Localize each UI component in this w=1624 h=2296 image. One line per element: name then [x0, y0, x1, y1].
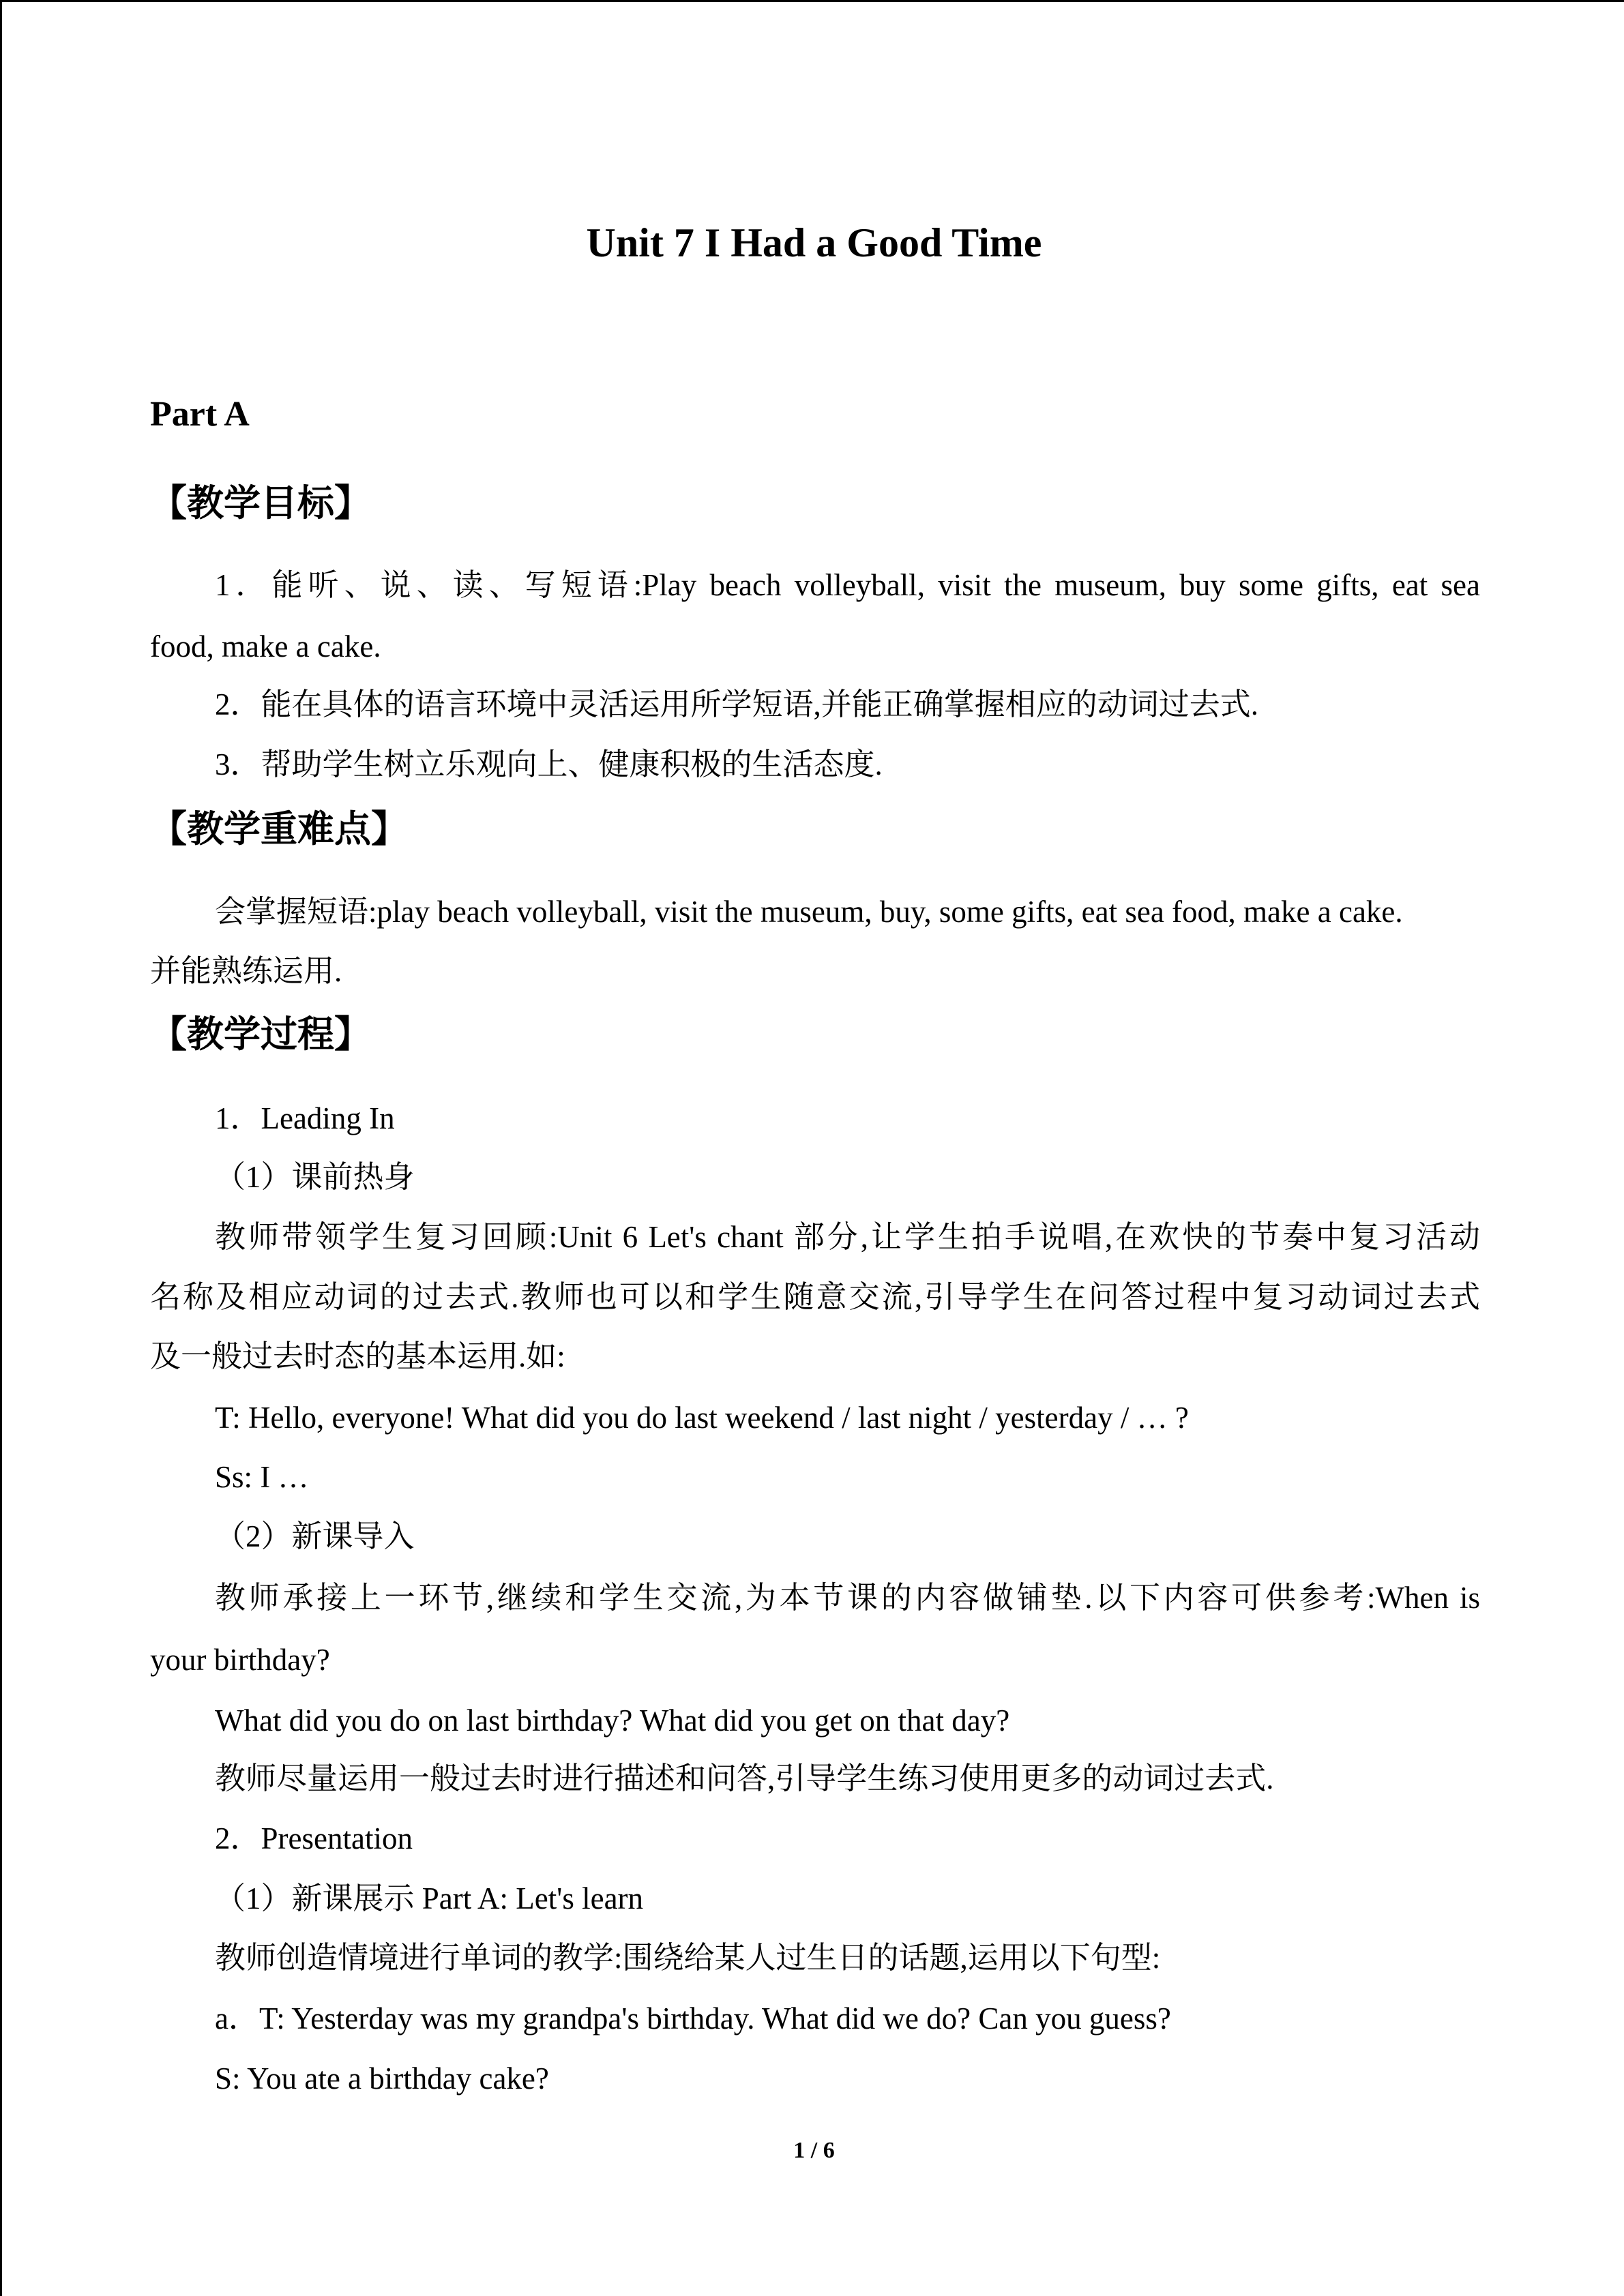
page-number: 1 / 6 — [793, 2138, 835, 2163]
key-points-line-2: 并能熟练运用. — [150, 954, 342, 988]
dialogue-students-line: Ss: I … — [215, 1460, 309, 1494]
process-heading: 【教学过程】 — [150, 1013, 371, 1056]
dialogue-student-line: S: You ate a birthday cake? — [215, 2061, 549, 2096]
paragraph-2-line-1: 教师承接上一环节,继续和学生交流,为本节课的内容做铺垫.以下内容可供参考:When is — [215, 1581, 1480, 1615]
key-points-line-1: 会掌握短语:play beach volleyball, visit the museum, buy, some gifts, eat sea food, make a cake. — [215, 895, 1403, 929]
paragraph-1-line-1: 教师带领学生复习回顾:Unit 6 Let's chant 部分,让学生拍手说唱,在欢快的节奏中复习活动 — [215, 1220, 1480, 1254]
step-2-title: 2．Presentation — [215, 1821, 413, 1855]
paragraph-3-line-1: 教师尽量运用一般过去时进行描述和问答,引导学生练习使用更多的动词过去式. — [215, 1761, 1274, 1795]
step-1-sub-1: （1）课前热身 — [215, 1160, 415, 1194]
objective-item-1-line-1: 1．能听、说、读、写短语:Play beach volleyball, visit the museum, buy some gifts, eat sea — [215, 568, 1480, 602]
paragraph-1-line-3: 及一般过去时态的基本运用.如: — [150, 1339, 565, 1373]
paragraph-4-line-1: 教师创造情境进行单词的教学:围绕给某人过生日的话题,运用以下句型: — [215, 1941, 1161, 1975]
step-1-title: 1．Leading In — [215, 1101, 395, 1135]
objective-item-3: 3．帮助学生树立乐观向上、健康积极的生活态度. — [215, 747, 883, 781]
paragraph-1-line-2: 名称及相应动词的过去式.教师也可以和学生随意交流,引导学生在问答过程中复习动词过去式 — [150, 1280, 1480, 1314]
objectives-heading: 【教学目标】 — [150, 481, 371, 524]
objective-item-2: 2．能在具体的语言环境中灵活运用所学短语,并能正确掌握相应的动词过去式. — [215, 687, 1259, 721]
objective-item-1-line-2: food, make a cake. — [150, 629, 381, 664]
dialogue-a-line: a．T: Yesterday was my grandpa's birthday. What did we do? Can you guess? — [215, 2001, 1171, 2036]
key-points-heading: 【教学重难点】 — [150, 807, 408, 850]
document-title: Unit 7 I Had a Good Time — [586, 220, 1042, 265]
part-heading: Part A — [150, 395, 250, 434]
step-1-sub-2: （2）新课导入 — [215, 1519, 415, 1553]
paragraph-2-line-2: your birthday? — [150, 1643, 330, 1677]
dialogue-teacher-line: T: Hello, everyone! What did you do last weekend / last night / yesterday / … ? — [215, 1401, 1189, 1435]
paragraph-2-line-3: What did you do on last birthday? What did you get on that day? — [215, 1703, 1010, 1738]
step-2-sub-1: （1）新课展示 Part A: Let's learn — [215, 1881, 644, 1915]
